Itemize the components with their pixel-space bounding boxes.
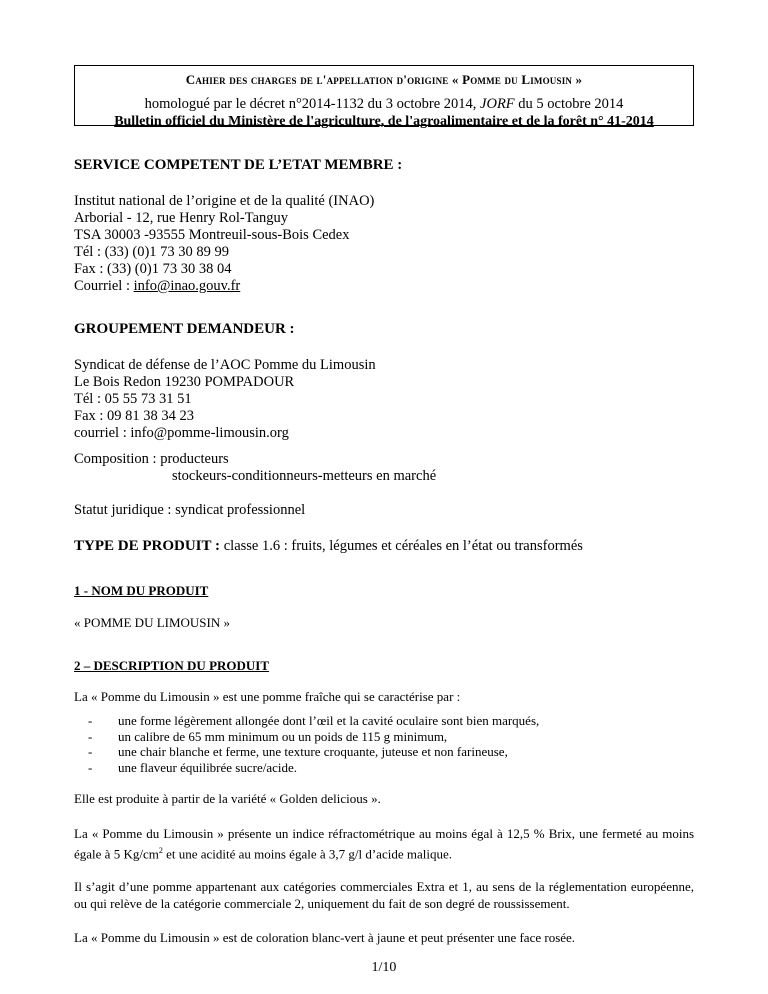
service-line: Arborial - 12, rue Henry Rol-Tanguy bbox=[74, 210, 289, 226]
service-line: Institut national de l’origine et de la qualité (INAO) bbox=[74, 193, 375, 209]
groupement-line: Le Bois Redon 19230 POMPADOUR bbox=[74, 374, 295, 390]
type-produit-label: TYPE DE PRODUIT : bbox=[74, 538, 224, 554]
paragraph-indices: La « Pomme du Limousin » présente un indice réfractométrique au moins égal à 12,5 % Brix, une fermeté au moins égale à 5 $Kg/cm^2$ et une acidité au moins égale à 3,7 g/l d’acide malique. bbox=[74, 826, 694, 862]
composition bbox=[74, 451, 714, 485]
section2-intro: La « Pomme du Limousin » est une pomme fraîche qui se caractérise par : bbox=[74, 689, 461, 704]
page-number: 1/10 bbox=[371, 960, 397, 975]
composition-item: stockeurs-conditionneurs-metteurs en marché bbox=[172, 468, 437, 484]
section2-heading: 2 – DESCRIPTION DU PRODUIT bbox=[74, 658, 270, 673]
groupement-heading: GROUPEMENT DEMANDEUR : bbox=[74, 321, 295, 337]
section1-text: « POMME DU LIMOUSIN » bbox=[74, 615, 231, 630]
type-produit-value: classe 1.6 : fruits, légumes et céréales en l’état ou transformés bbox=[223, 538, 583, 554]
bullet-list bbox=[74, 713, 714, 775]
groupement-line: Tél : 05 55 73 31 51 bbox=[74, 391, 192, 407]
composition-label: Composition : bbox=[74, 451, 161, 467]
composition-item: producteurs bbox=[160, 451, 229, 467]
list-item: - une chair blanche et ferme, une texture croquante, juteuse et non farineuse, bbox=[88, 744, 508, 759]
groupement-line: courriel : info@pomme-limousin.org bbox=[74, 425, 289, 441]
service-line: Tél : (33) (0)1 73 30 89 99 bbox=[74, 244, 230, 260]
service-line: TSA 30003 -93555 Montreuil-sous-Bois Cedex bbox=[74, 227, 350, 243]
type-produit bbox=[74, 538, 714, 555]
list-item: - un calibre de 65 mm minimum ou un poids de 115 g minimum, bbox=[88, 728, 448, 744]
service-address bbox=[74, 193, 714, 295]
groupement-line: Syndicat de défense de l’AOC Pomme du Limousin bbox=[74, 357, 376, 373]
groupement-address bbox=[74, 357, 714, 442]
service-line: Fax : (33) (0)1 73 30 38 04 bbox=[74, 261, 232, 277]
document-title: Cahier des charges de l'appellation d'origine « Pomme du Limousin » bbox=[185, 72, 583, 87]
list-item: - une forme légèrement allongée dont l’œil et la cavité oculaire sont bien marqués, bbox=[88, 713, 540, 728]
service-email-line: Courriel : info@inao.gouv.fr bbox=[74, 278, 241, 294]
paragraph-coloration: La « Pomme du Limousin » est de coloration blanc-vert à jaune et peut présenter une face rosée. bbox=[74, 930, 576, 945]
bulletin-line: Bulletin officiel du Ministère de l'agriculture, de l'agroalimentaire et de la forêt n° 41-2014 bbox=[114, 114, 654, 129]
section1-heading: 1 - NOM DU PRODUIT bbox=[74, 583, 209, 598]
homologation-line: homologué par le décret n°2014-1132 du 3 octobre 2014, JORF du 5 octobre 2014 bbox=[144, 96, 624, 112]
paragraph-categories: Il s’agit d’une pomme appartenant aux catégories commerciales Extra et 1, au sens de la réglementation européenne, ou qui relève de la catégorie commerciale 2, uniquement du fait de son degré de roussissement. bbox=[74, 879, 694, 911]
list-item: - une flaveur équilibrée sucre/acide. bbox=[88, 759, 298, 775]
groupement-line: Fax : 09 81 38 34 23 bbox=[74, 408, 195, 424]
header-box bbox=[74, 65, 694, 129]
statut-juridique: Statut juridique : syndicat professionnel bbox=[74, 502, 306, 518]
service-heading: SERVICE COMPETENT DE L’ETAT MEMBRE : bbox=[74, 157, 403, 173]
paragraph-variete: Elle est produite à partir de la variété « Golden delicious ». bbox=[74, 791, 381, 806]
email-link[interactable]: info@inao.gouv.fr bbox=[133, 278, 241, 294]
